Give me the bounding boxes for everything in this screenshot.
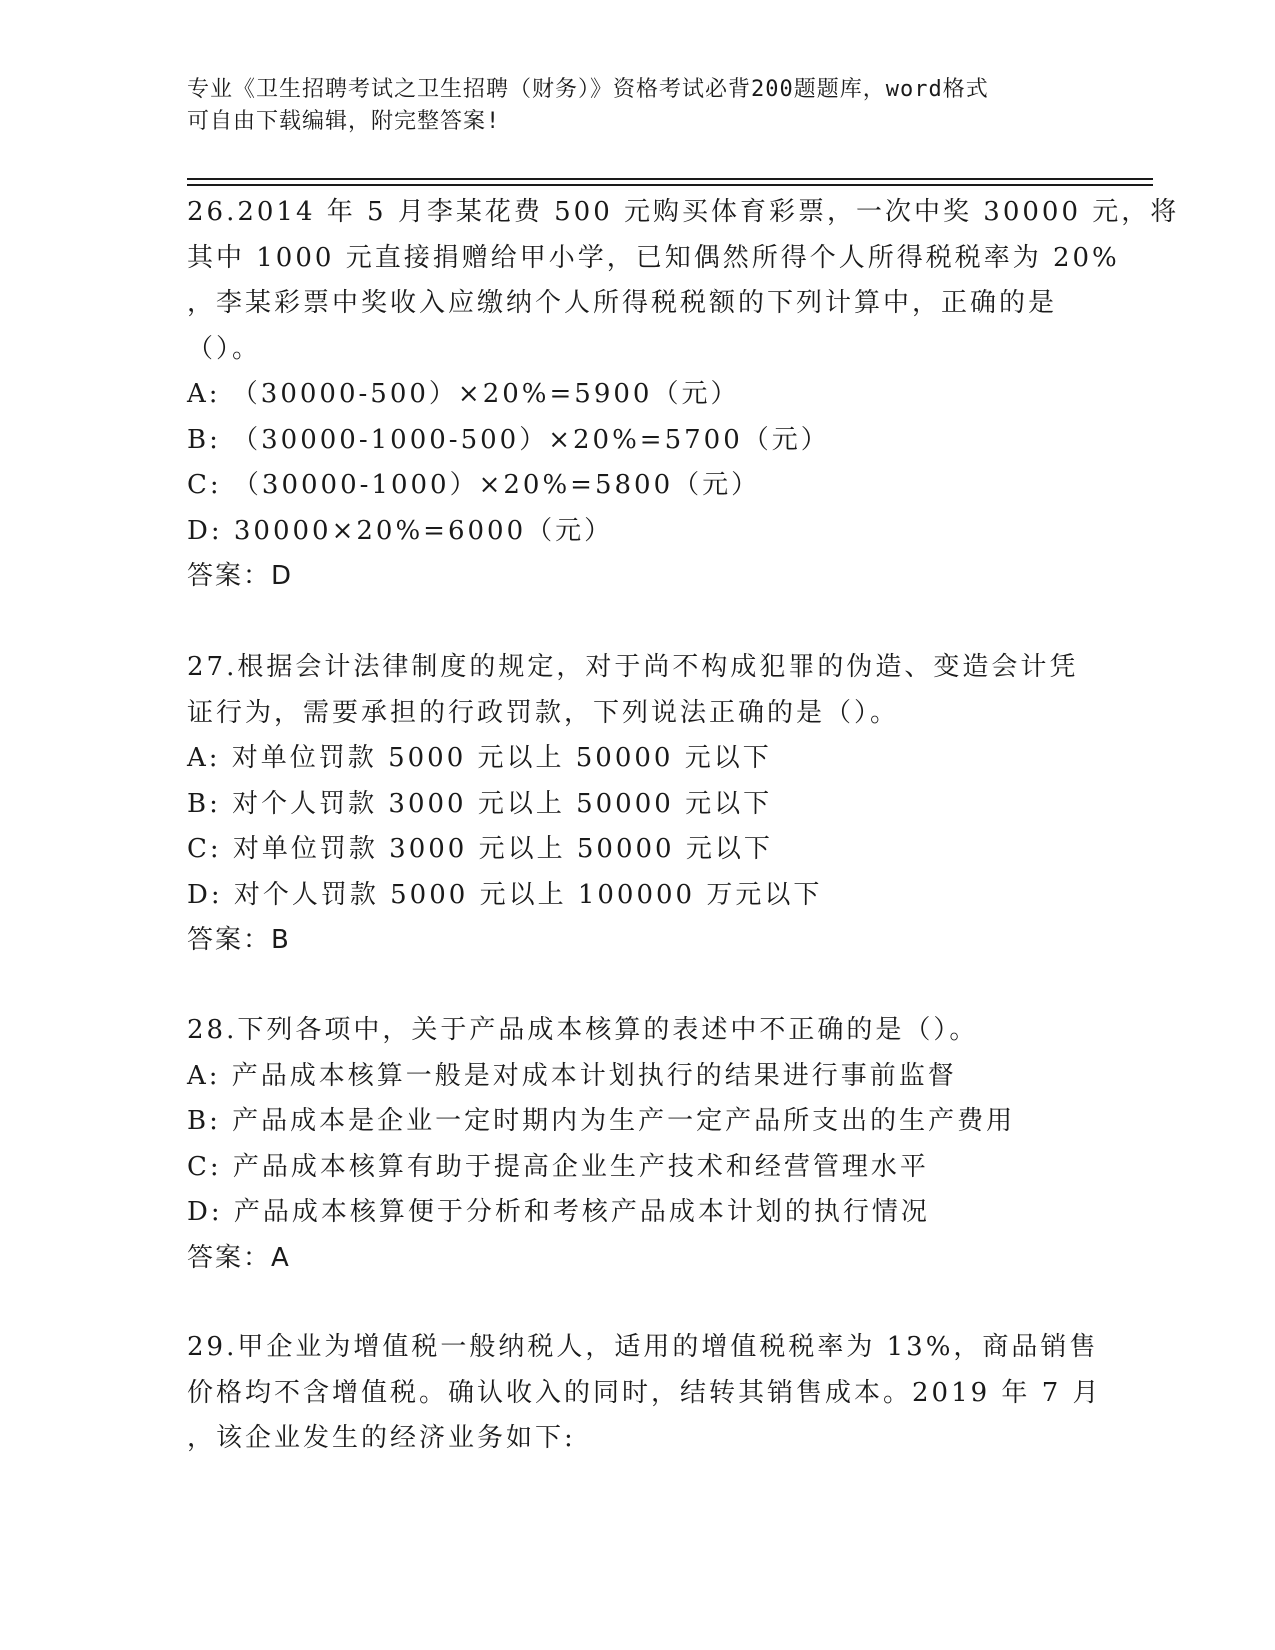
question-stem-line: ，李某彩票中奖收入应缴纳个人所得税税额的下列计算中，正确的是 xyxy=(187,288,1058,318)
question-29 xyxy=(187,1325,1102,1462)
answer-line: 答案：B xyxy=(187,925,291,955)
question-stem-line: （）。 xyxy=(187,333,262,364)
header-divider-bottom xyxy=(187,184,1153,186)
answer-line: 答案：A xyxy=(187,1242,291,1273)
question-26 xyxy=(187,190,1180,600)
option-b: B: 对个人罚款 3000 元以上 50000 元以下 xyxy=(187,788,773,819)
question-stem-line: ，该企业发生的经济业务如下: xyxy=(187,1423,576,1453)
option-d: D: 30000×20%=6000（元） xyxy=(187,515,614,546)
question-stem-line: 26.2014 年 5 月李某花费 500 元购买体育彩票，一次中奖 30000 元，将 xyxy=(187,197,1180,227)
header-title-line-2: 可自由下载编辑，附完整答案! xyxy=(187,109,501,134)
answer-line: 答案：D xyxy=(187,561,294,591)
option-a: A: 产品成本核算一般是对成本计划执行的结果进行事前监督 xyxy=(187,1060,957,1091)
option-d: D: 产品成本核算便于分析和考核产品成本计划的执行情况 xyxy=(187,1197,930,1227)
option-c: C: 产品成本核算有助于提高企业生产技术和经营管理水平 xyxy=(187,1151,929,1182)
option-d: D: 对个人罚款 5000 元以上 100000 万元以下 xyxy=(187,879,823,910)
option-c: C: 对单位罚款 3000 元以上 50000 元以下 xyxy=(187,834,773,864)
document-header xyxy=(187,74,1067,138)
question-stem-line: 其中 1000 元直接捐赠给甲小学，已知偶然所得个人所得税税率为 20% xyxy=(187,242,1120,273)
header-title-line-1: 专业《卫生招聘考试之卫生招聘（财务）》资格考试必背200题题库，word格式 xyxy=(187,77,989,102)
option-c: C: （30000-1000）×20%=5800（元） xyxy=(187,470,761,500)
question-28 xyxy=(187,1008,1087,1281)
question-27 xyxy=(187,645,1087,964)
question-stem-line: 证行为，需要承担的行政罚款，下列说法正确的是（）。 xyxy=(187,697,900,728)
option-a: A: （30000-500）×20%=5900（元） xyxy=(187,379,740,409)
question-stem-line: 29.甲企业为增值税一般纳税人，适用的增值税税率为 13%，商品销售 xyxy=(187,1332,1099,1362)
question-stem-line: 27.根据会计法律制度的规定，对于尚不构成犯罪的伪造、变造会计凭 xyxy=(187,652,1079,682)
option-a: A: 对单位罚款 5000 元以上 50000 元以下 xyxy=(187,743,772,773)
question-stem-line: 28.下列各项中，关于产品成本核算的表述中不正确的是（）。 xyxy=(187,1015,979,1045)
option-b: B: 产品成本是企业一定时期内为生产一定产品所支出的生产费用 xyxy=(187,1106,1016,1136)
option-b: B: （30000-1000-500）×20%=5700（元） xyxy=(187,424,830,455)
question-stem-line: 价格均不含增值税。确认收入的同时，结转其销售成本。2019 年 7 月 xyxy=(187,1377,1102,1408)
header-divider-top xyxy=(187,178,1153,180)
